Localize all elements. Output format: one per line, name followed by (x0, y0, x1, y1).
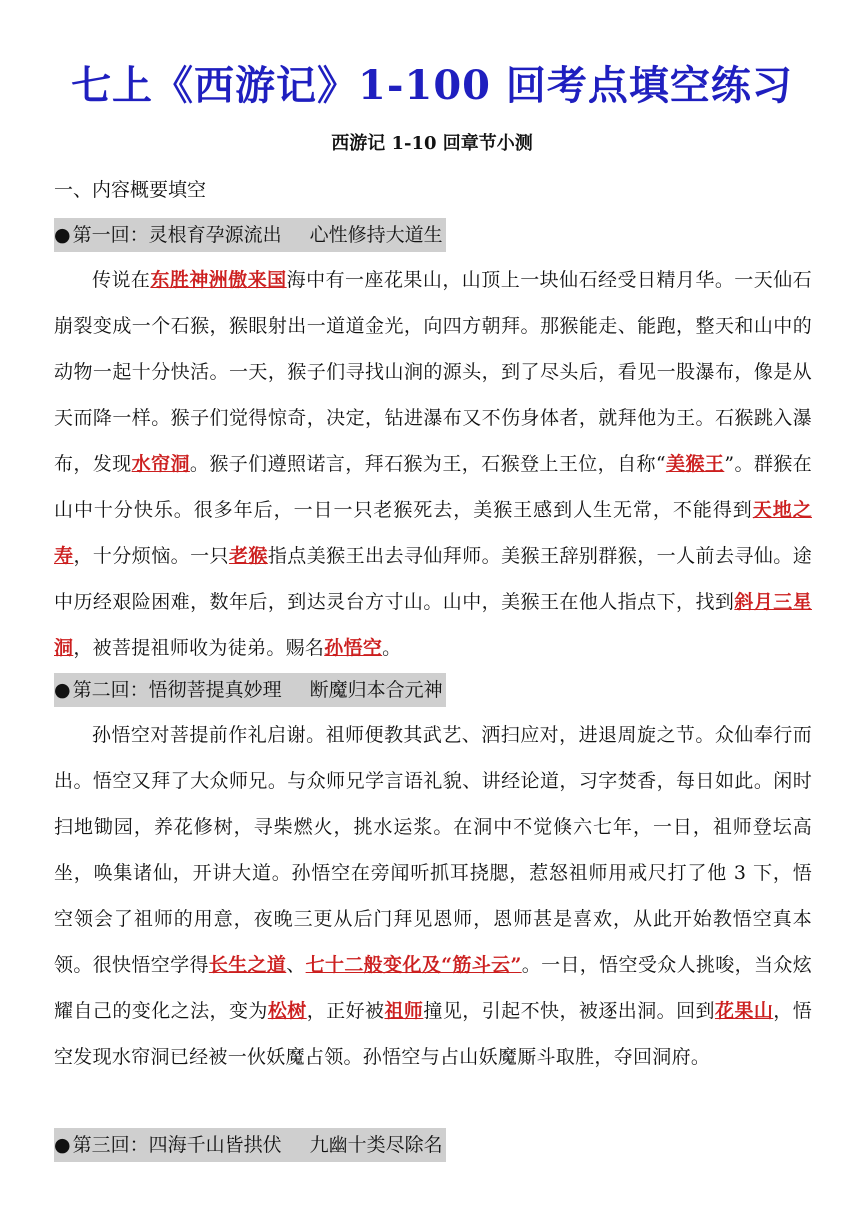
document-subtitle: 西游记 1-10 回章节小测 (331, 133, 533, 154)
text: ”。群猴在山中十分快乐。很多年后，一日一只老猴死去，美猴王感到人生无常，不能得到 (54, 453, 812, 521)
text: 指点美猴王出去寻仙拜师。美猴王辞别群猴，一人前去寻仙。途中历经艰险困难，数年后，到达灵台方寸山。山中，美猴王在他人指点下，找到 (54, 545, 813, 613)
chapter-2-paragraph (54, 712, 812, 1080)
answer-blank: 东胜神洲傲来国 (150, 269, 287, 291)
chapter-1-title: 第一回：灵根育孕源流出 (72, 224, 282, 246)
text: 海中有一座花果山，山顶上一块仙石经受日精月华。一天仙石崩裂变成一个石猴，猴眼射出一道道金光，向四方朝拜。那猴能走、能跑，整天和山中的动物一起十分快活。一天，猴子们寻找山涧的源头，到了尽头后，看见一股瀑布，像是从天而降一样。猴子们觉得惊奇，决定，钻进瀑布又不伤身体者，就拜他为王。石猴跳入瀑布，发现 (54, 269, 812, 475)
text: ，悟空发现水帘洞已经被一伙妖魔占领。孙悟空与占山妖魔厮斗取胜，夺回洞府。 (54, 1000, 813, 1068)
chapter-3-heading (54, 1128, 446, 1162)
bullet-icon: ● (54, 679, 71, 701)
chapter-2-subtitle: 断魔归本合元神 (309, 679, 443, 701)
text: 传说在 (92, 269, 151, 291)
text: 。 (382, 637, 402, 659)
answer-blank: 美猴王 (665, 453, 725, 475)
answer-blank: 老猴 (228, 545, 268, 567)
text: 、 (286, 954, 306, 976)
answer-blank: 天地之寿 (54, 499, 812, 567)
bullet-icon: ● (54, 1134, 71, 1156)
answer-blank: 花果山 (714, 1000, 774, 1022)
text: ，十分烦恼。一只 (73, 545, 229, 567)
document-title: 七上《西游记》1-100 回考点填空练习 (71, 62, 793, 109)
chapter-3-subtitle: 九幽十类尽除名 (309, 1134, 443, 1156)
text: ，正好被 (306, 1000, 385, 1022)
chapter-1-heading (54, 218, 446, 252)
chapter-3-title: 第三回：四海千山皆拱伏 (72, 1134, 282, 1156)
chapter-2-title: 第二回：悟彻菩提真妙理 (72, 679, 282, 701)
section-heading: 一、内容概要填空 (54, 179, 207, 201)
answer-blank: 祖师 (384, 1000, 424, 1022)
answer-blank: 七十二般变化及“筋斗云” (305, 954, 522, 976)
chapter-2-heading (54, 673, 446, 707)
chapter-1-subtitle: 心性修持大道生 (309, 224, 443, 246)
text: ，被菩提祖师收为徒弟。赐名 (73, 637, 325, 659)
text: 。一日，悟空受众人挑唆，当众炫耀自己的变化之法，变为 (54, 954, 812, 1022)
answer-blank: 孙悟空 (324, 637, 383, 659)
answer-blank: 斜月三星洞 (54, 591, 812, 659)
answer-blank: 水帘洞 (131, 453, 190, 475)
text: 孙悟空对菩提前作礼启谢。祖师便教其武艺、洒扫应对，进退周旋之节。众仙奉行而出。悟空又拜了大众师兄。与众师兄学言语礼貌、讲经论道，习字焚香，每日如此。闲时扫地锄园，养花修树，寻柴燃火，挑水运浆。在洞中不觉倏六七年，一日，祖师登坛高坐，唤集诸仙，开讲大道。孙悟空在旁闻听抓耳挠腮，惹怒祖师用戒尺打了他 3 下，悟空领会了祖师的用意，夜晚三更从后门拜见恩师，恩师甚是喜欢，从此开始教悟空真本领。很快悟空学得 (54, 724, 812, 976)
text: 撞见，引起不快，被逐出洞。回到 (423, 1000, 715, 1022)
text: 。猴子们遵照诺言，拜石猴为王，石猴登上王位，自称“ (189, 453, 666, 475)
answer-blank: 松树 (267, 1000, 307, 1022)
chapter-1-paragraph (54, 257, 812, 671)
bullet-icon: ● (54, 224, 71, 246)
answer-blank: 长生之道 (208, 954, 287, 976)
